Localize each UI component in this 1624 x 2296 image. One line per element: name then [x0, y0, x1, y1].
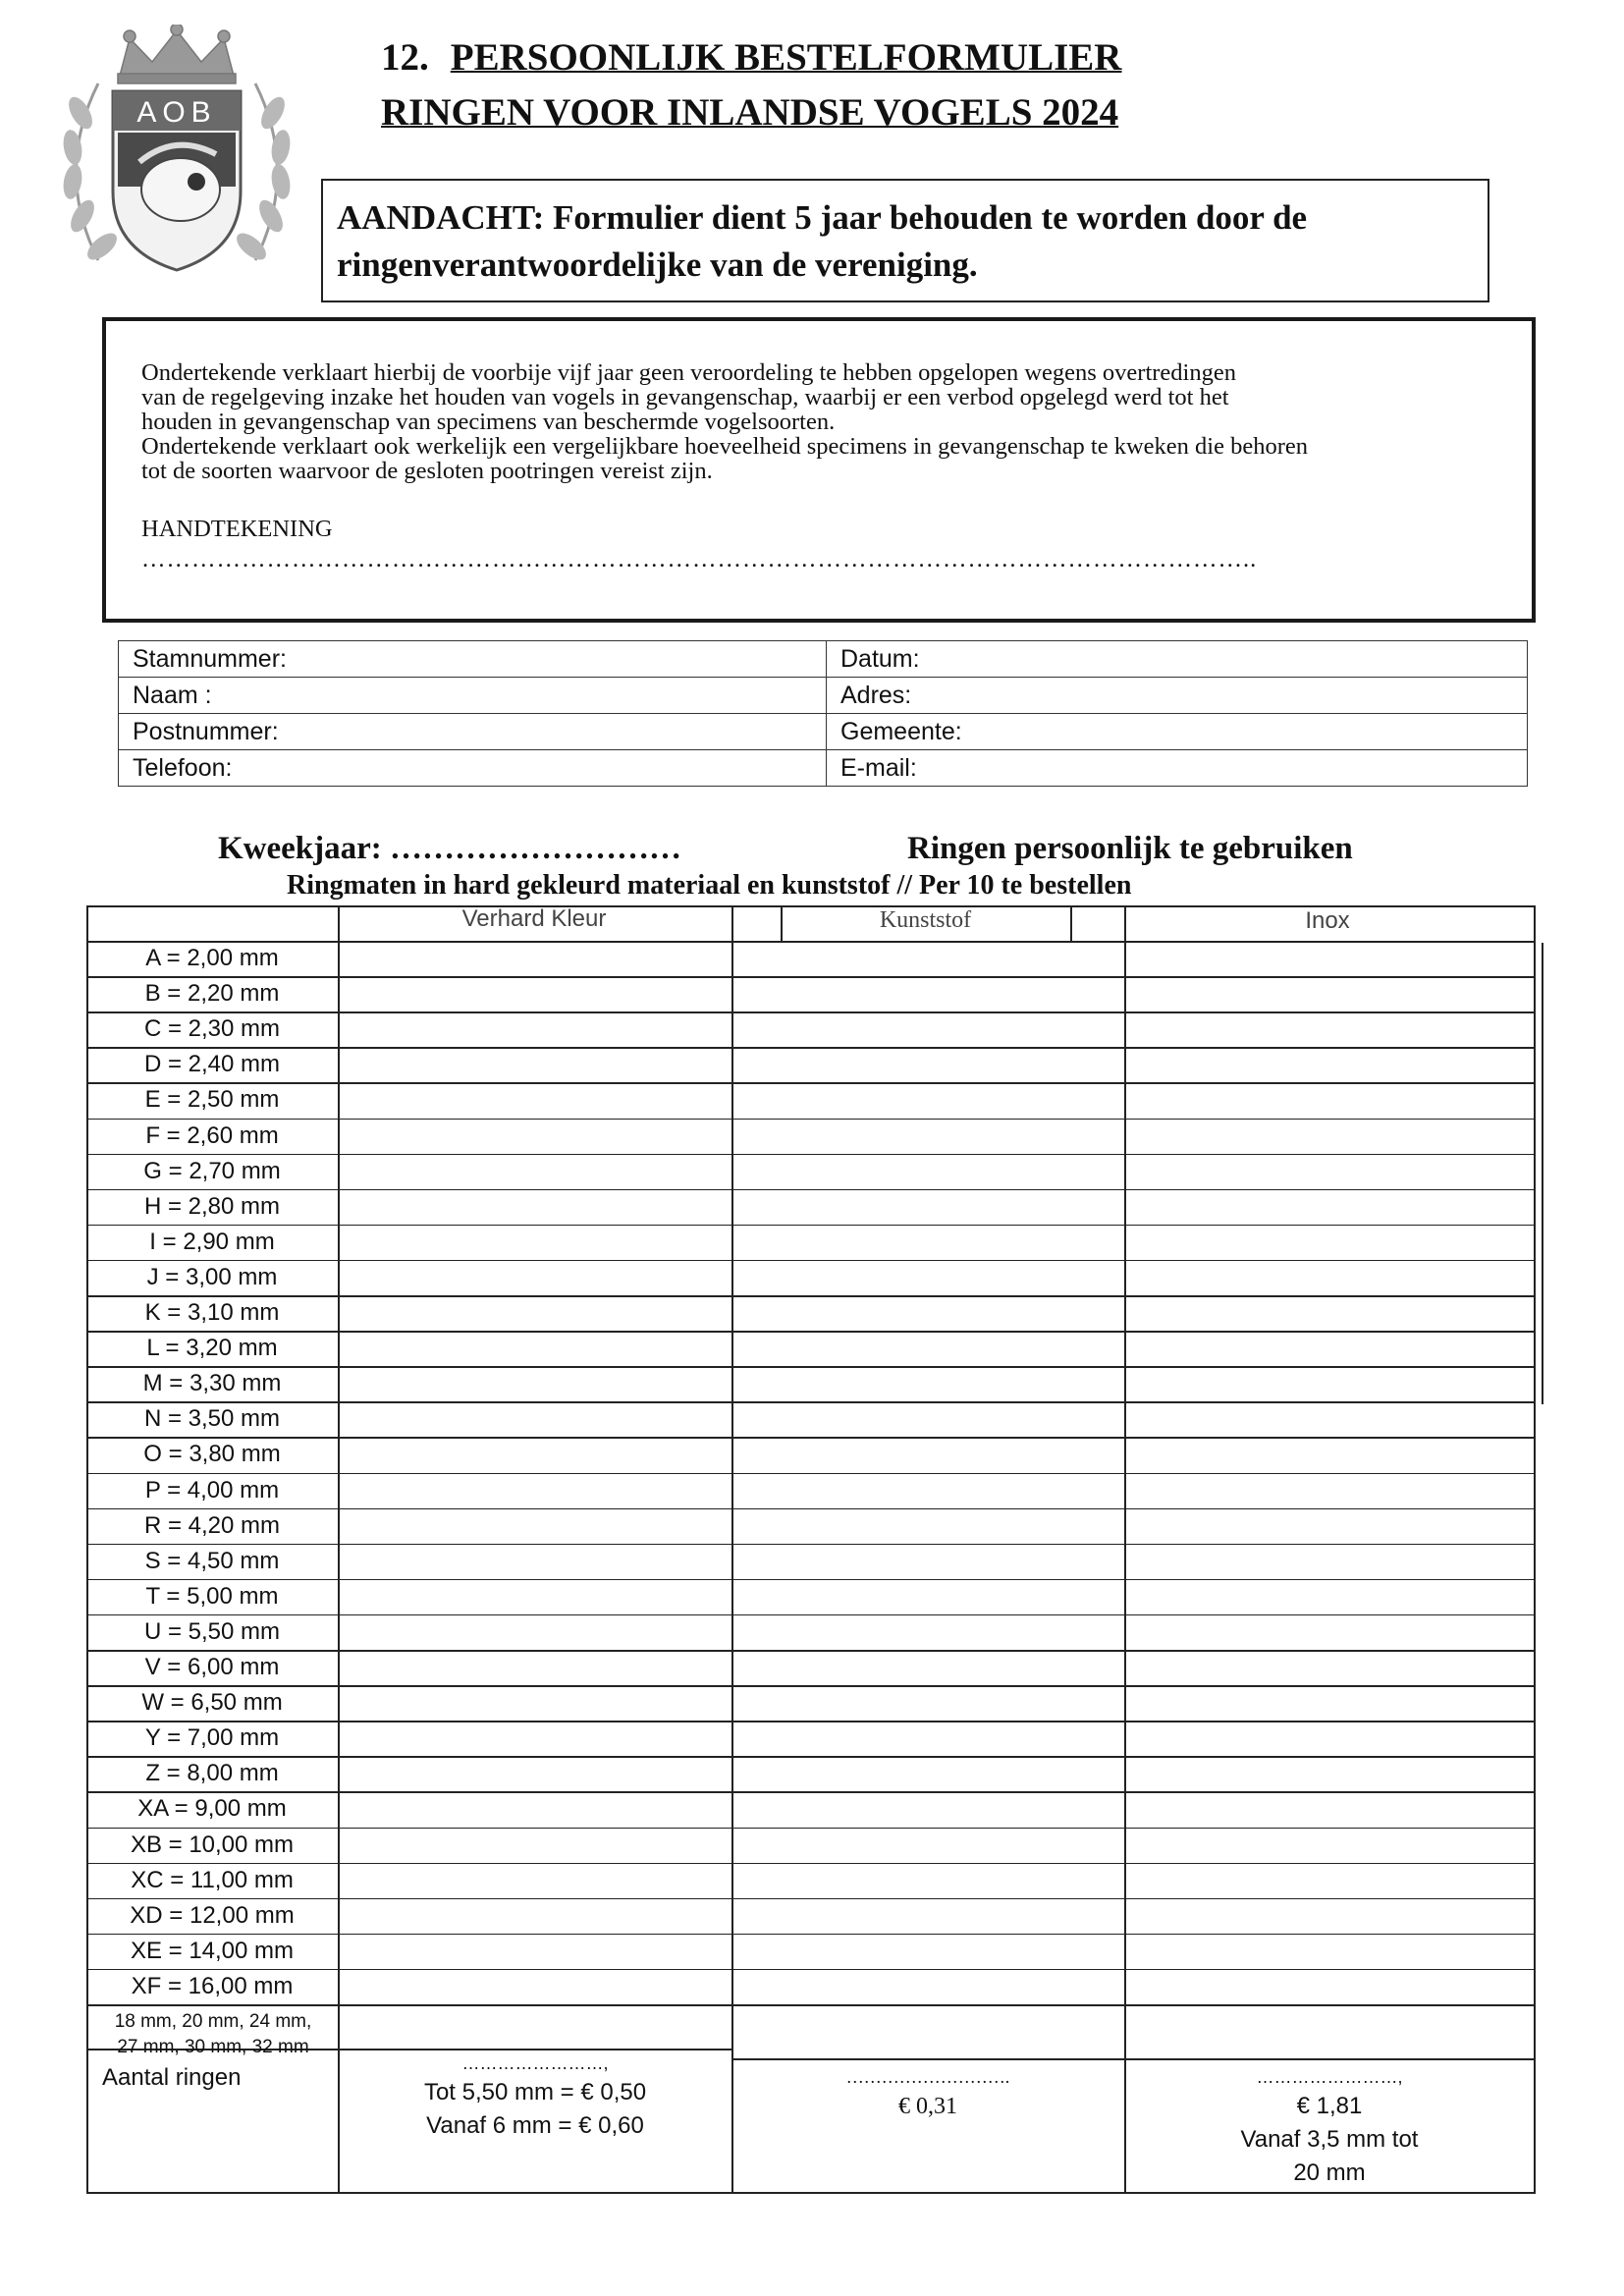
kunststof-quantity-cell[interactable]: [733, 1546, 1122, 1578]
verhard-quantity-cell[interactable]: [340, 1084, 730, 1117]
col-header-kunststof: Kunststof: [879, 907, 972, 933]
verhard-quantity-cell[interactable]: [340, 1546, 730, 1578]
verhard-quantity-cell[interactable]: [340, 1262, 730, 1294]
inox-quantity-cell[interactable]: [1126, 1510, 1532, 1543]
telefoon-field[interactable]: Telefoon:: [119, 750, 827, 787]
verhard-quantity-cell[interactable]: [340, 1581, 730, 1613]
verhard-quantity-cell[interactable]: [340, 1900, 730, 1933]
kunststof-quantity-cell[interactable]: [733, 1581, 1122, 1613]
size-label: XB = 10,00 mm: [130, 1831, 295, 1858]
size-label: P = 4,00 mm: [144, 1476, 280, 1503]
inox-quantity-cell[interactable]: [1126, 1900, 1532, 1933]
attention-line1: AANDACHT: Formulier dient 5 jaar behouden te worden door de: [337, 198, 1308, 237]
size-label: XD = 12,00 mm: [130, 1901, 295, 1929]
order-subtitle: Ringmaten in hard gekleurd materiaal en kunststof // Per 10 te bestellen: [287, 870, 1132, 901]
kunststof-quantity-cell[interactable]: [733, 1687, 1122, 1720]
inox-quantity-cell[interactable]: [1126, 1049, 1532, 1081]
inox-quantity-cell[interactable]: [1126, 1191, 1532, 1224]
kunststof-quantity-cell[interactable]: [733, 1830, 1122, 1862]
verhard-quantity-cell[interactable]: [340, 1403, 730, 1436]
inox-quantity-cell[interactable]: [1126, 1652, 1532, 1684]
size-label: XA = 9,00 mm: [137, 1795, 287, 1823]
inox-quantity-cell[interactable]: [1126, 1971, 1532, 2003]
email-field[interactable]: E-mail:: [827, 750, 1528, 787]
size-label: B = 2,20 mm: [144, 980, 280, 1008]
inox-quantity-cell[interactable]: [1126, 1616, 1532, 1649]
size-label: U = 5,50 mm: [143, 1617, 281, 1645]
kunststof-quantity-cell[interactable]: [733, 1758, 1122, 1790]
kunststof-quantity-cell[interactable]: [733, 1900, 1122, 1933]
kunststof-quantity-cell[interactable]: [733, 1049, 1122, 1081]
postnummer-field[interactable]: Postnummer:: [119, 714, 827, 750]
size-label: Z = 8,00 mm: [145, 1760, 279, 1787]
grid-row-line: [731, 2058, 1536, 2060]
grid-bottom: [86, 2192, 1536, 2194]
kunststof-quantity-cell[interactable]: [733, 1865, 1122, 1897]
size-label: C = 2,30 mm: [143, 1015, 281, 1043]
verhard-quantity-cell[interactable]: [340, 1652, 730, 1684]
extra-sizes-label: 18 mm, 20 mm, 24 mm, 27 mm, 30 mm, 32 mm: [114, 2011, 312, 2057]
kunststof-quantity-cell[interactable]: [733, 1652, 1122, 1684]
inox-quantity-cell[interactable]: [1126, 943, 1532, 975]
verhard-quantity-cell[interactable]: [340, 1368, 730, 1400]
inox-quantity-cell[interactable]: [1126, 1403, 1532, 1436]
verhard-quantity-cell[interactable]: [340, 978, 730, 1011]
kunststof-quantity-cell[interactable]: [733, 1121, 1122, 1153]
inox-quantity-cell[interactable]: [1126, 1156, 1532, 1188]
inox-quantity-cell[interactable]: [1126, 1439, 1532, 1471]
adres-field[interactable]: Adres:: [827, 678, 1528, 714]
aantal-verhard-input[interactable]: ……………………,: [461, 2053, 609, 2073]
verhard-quantity-cell[interactable]: [340, 1333, 730, 1365]
kunststof-quantity-cell[interactable]: [733, 1475, 1122, 1507]
size-label: R = 4,20 mm: [143, 1511, 281, 1539]
verhard-quantity-cell[interactable]: [340, 1936, 730, 1968]
kunststof-quantity-cell[interactable]: [733, 1616, 1122, 1649]
kunststof-quantity-cell[interactable]: [733, 1971, 1122, 2003]
verhard-quantity-cell[interactable]: [340, 1793, 730, 1826]
verhard-quantity-cell[interactable]: [340, 1121, 730, 1153]
inox-quantity-cell[interactable]: [1126, 1368, 1532, 1400]
declaration-line: Ondertekende verklaart ook werkelijk een vergelijkbare hoeveelheid specimens in gevangenschap te kweken die behoren: [141, 433, 1308, 460]
verhard-quantity-cell[interactable]: [340, 1475, 730, 1507]
aantal-kunststof-input[interactable]: ……………………….: [845, 2067, 1010, 2087]
verhard-quantity-cell[interactable]: [340, 1616, 730, 1649]
size-label: S = 4,50 mm: [144, 1547, 280, 1574]
inox-quantity-cell[interactable]: [1126, 1013, 1532, 1046]
grid-edge: [1542, 943, 1543, 1404]
aantal-inox-input[interactable]: ……………………,: [1256, 2067, 1403, 2087]
form-title-text: PERSOONLIJK BESTELFORMULIER: [450, 36, 1122, 79]
inox-quantity-cell[interactable]: [1126, 1121, 1532, 1153]
inox-quantity-cell[interactable]: [1126, 1475, 1532, 1507]
col-header-inox: Inox: [1305, 907, 1350, 934]
kunststof-quantity-cell[interactable]: [733, 1333, 1122, 1365]
verhard-quantity-cell[interactable]: [340, 943, 730, 975]
verhard-quantity-cell[interactable]: [340, 1156, 730, 1188]
inox-quantity-cell[interactable]: [1126, 1084, 1532, 1117]
verhard-quantity-cell[interactable]: [340, 1687, 730, 1720]
size-label: A = 2,00 mm: [145, 945, 279, 971]
form-title-line2: RINGEN VOOR INLANDSE VOGELS 2024: [381, 91, 1119, 134]
size-label: E = 2,50 mm: [144, 1086, 280, 1114]
kunststof-quantity-cell[interactable]: [733, 1084, 1122, 1117]
size-label: J = 3,00 mm: [146, 1263, 278, 1290]
size-label: K = 3,10 mm: [144, 1299, 280, 1326]
inox-quantity-cell[interactable]: [1126, 1936, 1532, 1968]
kunststof-quantity-cell[interactable]: [733, 1013, 1122, 1046]
kunststof-quantity-cell[interactable]: [733, 1297, 1122, 1330]
kunststof-quantity-cell[interactable]: [733, 1403, 1122, 1436]
verhard-quantity-cell[interactable]: [340, 1971, 730, 2003]
verhard-quantity-cell[interactable]: [340, 1830, 730, 1862]
kunststof-quantity-cell[interactable]: [733, 1722, 1122, 1755]
verhard-quantity-cell[interactable]: [340, 1191, 730, 1224]
declaration-line: houden in gevangenschap van specimens van beschermde vogelsoorten.: [141, 409, 836, 435]
inox-quantity-cell[interactable]: [1126, 1262, 1532, 1294]
kunststof-quantity-cell[interactable]: [733, 1439, 1122, 1471]
verhard-quantity-cell[interactable]: [340, 1865, 730, 1897]
kunststof-quantity-cell[interactable]: [733, 1793, 1122, 1826]
inox-quantity-cell[interactable]: [1126, 1297, 1532, 1330]
declaration-line: tot de soorten waarvoor de gesloten pootringen vereist zijn.: [141, 458, 713, 484]
inox-quantity-cell[interactable]: [1126, 1227, 1532, 1259]
verhard-quantity-cell[interactable]: [340, 1439, 730, 1471]
kunststof-quantity-cell[interactable]: [733, 943, 1122, 975]
size-label: XC = 11,00 mm: [131, 1866, 294, 1893]
size-label: M = 3,30 mm: [142, 1370, 282, 1397]
declaration-line: van de regelgeving inzake het houden van vogels in gevangenschap, waarbij er een verbod opgelegd werd tot het: [141, 384, 1229, 410]
kunststof-quantity-cell[interactable]: [733, 1191, 1122, 1224]
verhard-quantity-cell[interactable]: [340, 1722, 730, 1755]
size-label: V = 6,00 mm: [144, 1654, 280, 1680]
size-label: W = 6,50 mm: [141, 1689, 283, 1717]
size-label: T = 5,00 mm: [145, 1582, 279, 1610]
stamnummer-field[interactable]: Stamnummer:: [119, 641, 827, 678]
size-label: XF = 16,00 mm: [131, 1972, 294, 1999]
inox-quantity-cell[interactable]: [1126, 1830, 1532, 1862]
inox-quantity-cell[interactable]: [1126, 978, 1532, 1011]
svg-text:AOB: AOB: [136, 96, 217, 129]
size-label: N = 3,50 mm: [143, 1405, 281, 1433]
kunststof-quantity-cell[interactable]: [733, 1262, 1122, 1294]
inox-quantity-cell[interactable]: [1126, 1865, 1532, 1897]
kunststof-quantity-cell[interactable]: [733, 978, 1122, 1011]
size-label: O = 3,80 mm: [143, 1441, 281, 1468]
grid-header-divider: [1070, 905, 1072, 941]
grid-row-line: [86, 2004, 1536, 2006]
kunststof-quantity-cell[interactable]: [733, 1227, 1122, 1259]
datum-field[interactable]: Datum:: [827, 641, 1528, 678]
verhard-quantity-cell[interactable]: [340, 1297, 730, 1330]
signature-line[interactable]: ……………………………………………………………………………………………………………………..: [141, 547, 1258, 572]
kunststof-quantity-cell[interactable]: [733, 1156, 1122, 1188]
col-header-verhard: Verhard Kleur: [461, 905, 607, 932]
gemeente-field[interactable]: Gemeente:: [827, 714, 1528, 750]
grid-border-right: [1534, 905, 1536, 2192]
verhard-quantity-cell[interactable]: [340, 1758, 730, 1790]
inox-quantity-cell[interactable]: [1126, 1581, 1532, 1613]
signature-label: HANDTEKENING: [141, 516, 333, 542]
inox-quantity-cell[interactable]: [1126, 1722, 1532, 1755]
kunststof-quantity-cell[interactable]: [733, 1368, 1122, 1400]
inox-quantity-cell[interactable]: [1126, 1793, 1532, 1826]
size-label: L = 3,20 mm: [146, 1335, 278, 1362]
form-number: 12.: [381, 36, 429, 79]
personal-use-heading: Ringen persoonlijk te gebruiken: [907, 831, 1353, 866]
inox-quantity-cell[interactable]: [1126, 1333, 1532, 1365]
price-inox: ……………………, € 1,81 Vanaf 3,5 mm tot 20 mm: [1124, 2064, 1535, 2190]
naam-field[interactable]: Naam :: [119, 678, 827, 714]
size-label: G = 2,70 mm: [143, 1157, 281, 1184]
size-label: H = 2,80 mm: [143, 1192, 281, 1220]
kunststof-quantity-cell[interactable]: [733, 1936, 1122, 1968]
declaration-line: Ondertekende verklaart hierbij de voorbije vijf jaar geen veroordeling te hebben opgelopen wegens overtredingen: [141, 359, 1236, 386]
inox-quantity-cell[interactable]: [1126, 1546, 1532, 1578]
size-label: F = 2,60 mm: [145, 1121, 279, 1149]
attention-line2: ringenverantwoordelijke van de vereniging.: [337, 246, 978, 284]
inox-quantity-cell[interactable]: [1126, 1758, 1532, 1790]
price-verhard: ……………………, Tot 5,50 mm = € 0,50 Vanaf 6 mm = € 0,60: [339, 2050, 731, 2143]
kweekjaar-field[interactable]: Kweekjaar: ………………………: [218, 831, 682, 866]
size-label: XE = 14,00 mm: [130, 1937, 295, 1964]
size-label: I = 2,90 mm: [149, 1228, 275, 1255]
verhard-quantity-cell[interactable]: [340, 1227, 730, 1259]
size-label: D = 2,40 mm: [143, 1051, 281, 1078]
verhard-quantity-cell[interactable]: [340, 1013, 730, 1046]
inox-quantity-cell[interactable]: [1126, 1687, 1532, 1720]
price-kunststof: ………………………. € 0,31: [732, 2064, 1123, 2123]
size-label: Y = 7,00 mm: [144, 1724, 280, 1752]
kunststof-quantity-cell[interactable]: [733, 1510, 1122, 1543]
verhard-quantity-cell[interactable]: [340, 1510, 730, 1543]
aantal-ringen-label: Aantal ringen: [102, 2064, 242, 2091]
verhard-quantity-cell[interactable]: [340, 1049, 730, 1081]
